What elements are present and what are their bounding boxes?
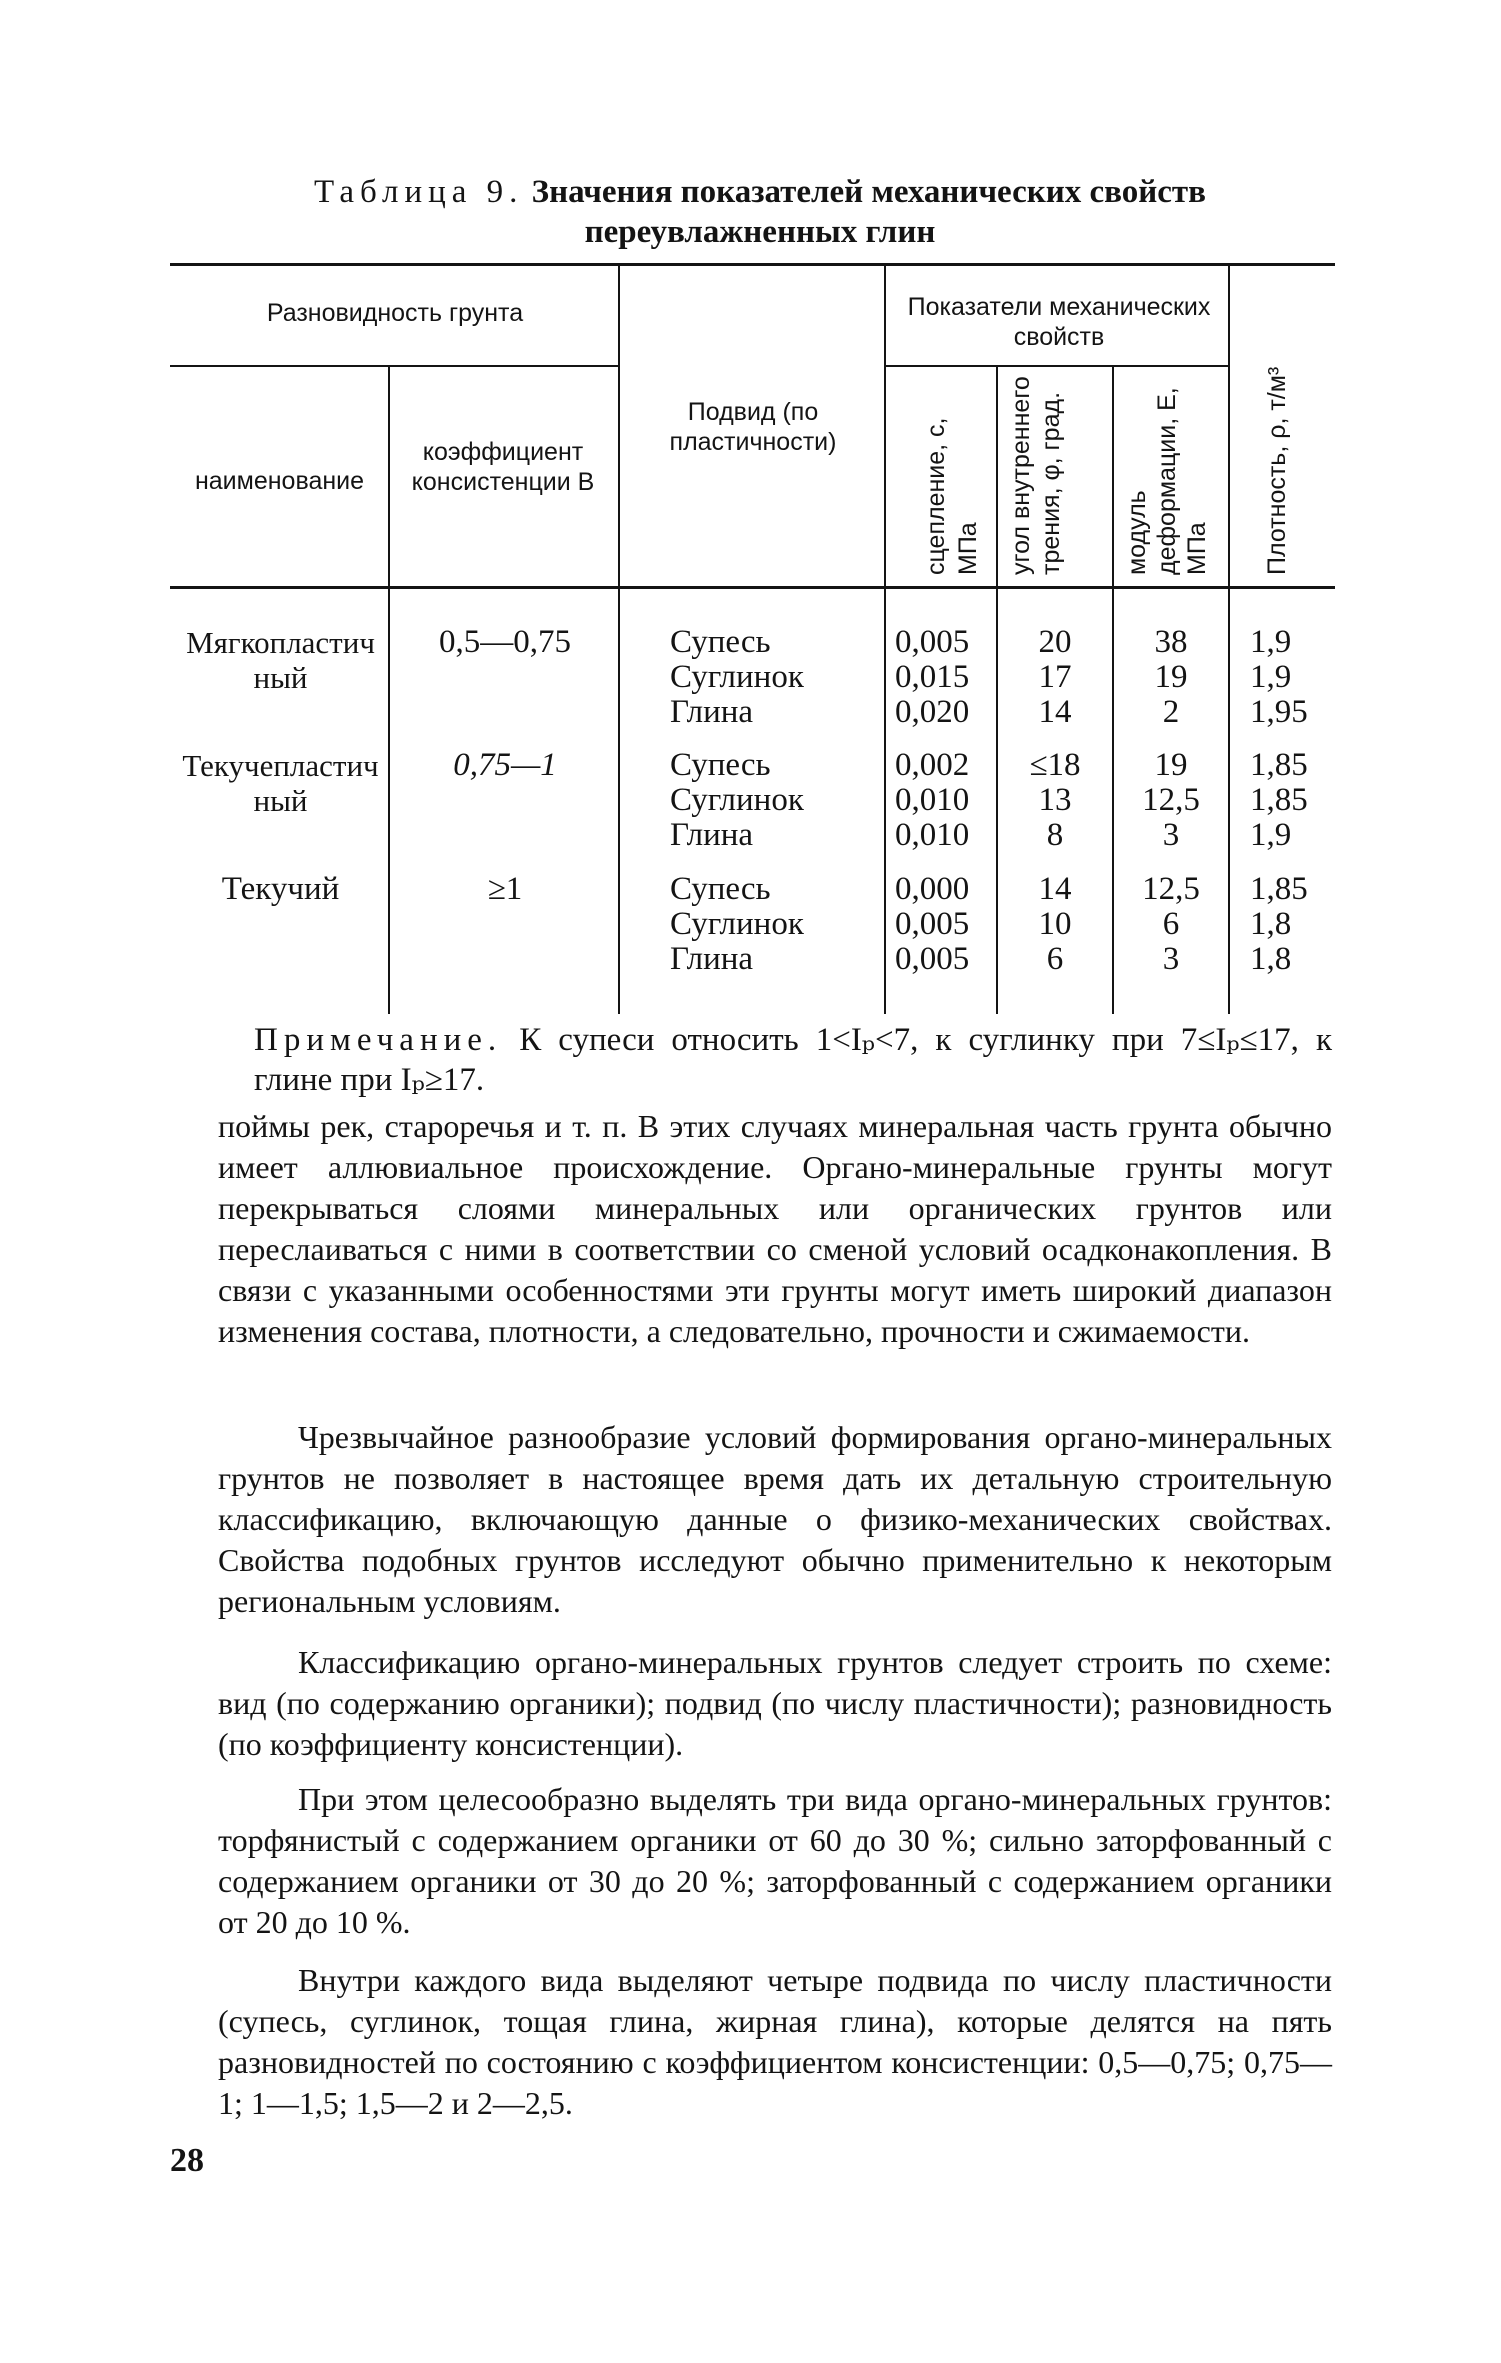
paragraph-3: Классификацию органо-минеральных грунтов следует строить по схеме: вид (по содержанию органики); подвид (по числу пластичности); разновидность (по коэффициенту консистенции). [218, 1644, 1332, 1762]
note-text: К супеси относить 1<Iₚ<7, к суглинку при 7≤Iₚ≤17, к глине при Iₚ≥17. [254, 1022, 1332, 1098]
table-header-bottom-rule [170, 586, 1335, 589]
header-plotnost: Плотность, ρ, т/м³ [1263, 366, 1291, 575]
table-title [190, 172, 1330, 252]
group-1-c: 0,005 0,015 0,020 [895, 624, 970, 730]
vline-5 [1112, 366, 1114, 1014]
sub-rule-raznovidnost [170, 365, 620, 367]
group-1-e: 38 19 2 [1154, 624, 1188, 730]
paragraph-1: поймы рек, староречья и т. п. В этих случаях минеральная часть грунта обычно имеет аллювиальное происхождение. Органо-минеральные грунты могут перекрываться слоями минеральных или органических грунтов или переслаиваться с ними в соответствии со сменой условий осадконакопления. В связи с указанными особенностями эти грунты могут иметь широкий диапазон изменения состава, плотности, а следовательно, прочности и сжимаемости. [218, 1108, 1332, 1349]
group-3-c: 0,000 0,005 0,005 [895, 871, 970, 977]
group-2-b: 0,75—1 [453, 747, 557, 783]
table-top-rule [170, 263, 1335, 266]
vline-1 [388, 366, 390, 1014]
sub-rule-pokazateli [885, 365, 1230, 367]
group-1-name: Мягкопластичный [186, 625, 375, 695]
note-label: Примечание. [254, 1022, 503, 1058]
header-koefficient: коэффициент консистенции B [411, 438, 595, 496]
paragraph-5: Внутри каждого вида выделяют четыре подвида по числу пластичности (супесь, суглинок, тощая глина, жирная глина), которые делятся на пять разновидностей по состоянию с коэффициентом консистенции: 0,5—0,75; 0,75—1; 1—1,5; 1,5—2 и 2—2,5. [218, 1962, 1332, 2121]
header-naimenovanie: наименование [194, 467, 365, 495]
vline-6 [1228, 265, 1230, 1014]
group-2-name: Текучепластичный [182, 748, 379, 818]
header-podvid: Подвид (по пластичности) [669, 398, 837, 456]
group-1-phi: 20 17 14 [1038, 624, 1072, 730]
page-number: 28 [170, 2142, 204, 2179]
group-3-rho: 1,85 1,8 1,8 [1250, 871, 1308, 977]
paragraph-2: Чрезвычайное разнообразие условий формирования органо-минеральных грунтов не позволяет в настоящее время дать их детальную строительную классификацию, включающую данные о физико-механических свойствах. Свойства подобных грунтов исследуют обычно применительно к некоторым региональным условиям. [218, 1419, 1332, 1619]
header-pokazateli: Показатели механических свойств [907, 293, 1211, 351]
header-sceplenie: сцепление, c, МПа [922, 417, 982, 575]
table-note [254, 1020, 1332, 1100]
vline-2 [618, 265, 620, 1014]
header-ugol: угол внутреннего трения, φ, град. [1007, 376, 1065, 575]
group-2-c: 0,002 0,010 0,010 [895, 747, 970, 853]
group-1-podvid: Супесь Суглинок Глина [670, 624, 804, 730]
vline-4 [996, 366, 998, 1014]
group-2-podvid: Супесь Суглинок Глина [670, 747, 804, 853]
paragraph-4: При этом целесообразно выделять три вида органо-минеральных грунтов: торфянистый с содержанием органики от 60 до 30 %; сильно заторфованный с содержанием органики от 30 до 20 %; заторфованный с содержанием органики от 20 до 10 %. [218, 1781, 1332, 1940]
header-raznovidnost: Разновидность грунта [266, 299, 524, 327]
group-3-phi: 14 10 6 [1038, 871, 1072, 977]
group-1-b: 0,5—0,75 [439, 624, 571, 660]
group-2-rho: 1,85 1,85 1,9 [1250, 747, 1308, 853]
group-2-phi: ≤18 13 8 [1029, 747, 1081, 853]
table-title-prefix: Таблица 9. [314, 174, 524, 210]
table-title-text: Значения показателей механических свойств переувлажненных глин [531, 174, 1206, 250]
group-3-b: ≥1 [487, 871, 523, 907]
group-3-podvid: Супесь Суглинок Глина [670, 871, 804, 977]
vline-3 [884, 265, 886, 1014]
group-1-rho: 1,9 1,9 1,95 [1250, 624, 1308, 730]
header-modul: модуль деформации, E, МПа [1123, 387, 1211, 575]
group-2-e: 19 12,5 3 [1142, 747, 1200, 853]
group-3-e: 12,5 6 3 [1142, 871, 1200, 977]
group-3-name: Текучий [221, 871, 340, 907]
